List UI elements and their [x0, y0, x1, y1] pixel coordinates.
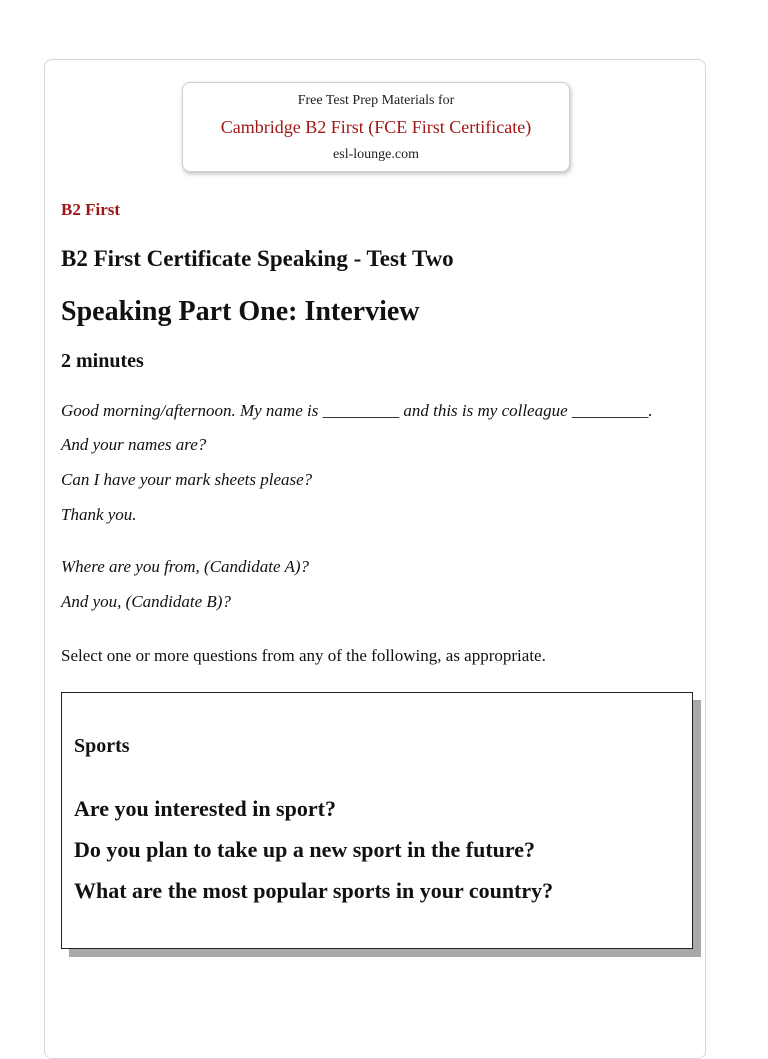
part-title: Speaking Part One: Interview — [61, 296, 420, 327]
script-line-thanks: Thank you. — [61, 505, 137, 524]
test-title: B2 First Certificate Speaking - Test Two — [61, 246, 454, 271]
question-item: What are the most popular sports in your country? — [74, 878, 554, 903]
instruction-text: Select one or more questions from any of the following, as appropriate. — [61, 646, 546, 665]
header-tagline: Free Test Prep Materials for — [297, 93, 455, 108]
script-line-candidate-b: And you, (Candidate B)? — [61, 592, 231, 611]
site-header-box[interactable] — [182, 82, 570, 172]
topic-title: Sports — [74, 735, 130, 757]
question-box — [61, 692, 693, 949]
script-line-where-from: Where are you from, (Candidate A)? — [61, 557, 310, 576]
question-item: Do you plan to take up a new sport in the future? — [74, 837, 536, 862]
script-line-mark-sheets: Can I have your mark sheets please? — [61, 470, 313, 489]
script-line-greeting: Good morning/afternoon. My name is _________ and this is my colleague _________. — [61, 401, 653, 420]
page-card — [44, 59, 706, 1059]
section-tag[interactable]: B2 First — [61, 200, 121, 219]
duration-label: 2 minutes — [61, 350, 144, 372]
question-item: Are you interested in sport? — [74, 796, 336, 821]
script-line-names: And your names are? — [61, 435, 207, 454]
header-site-name[interactable]: esl-lounge.com — [333, 147, 419, 162]
header-exam-name[interactable]: Cambridge B2 First (FCE First Certificate) — [220, 117, 532, 137]
